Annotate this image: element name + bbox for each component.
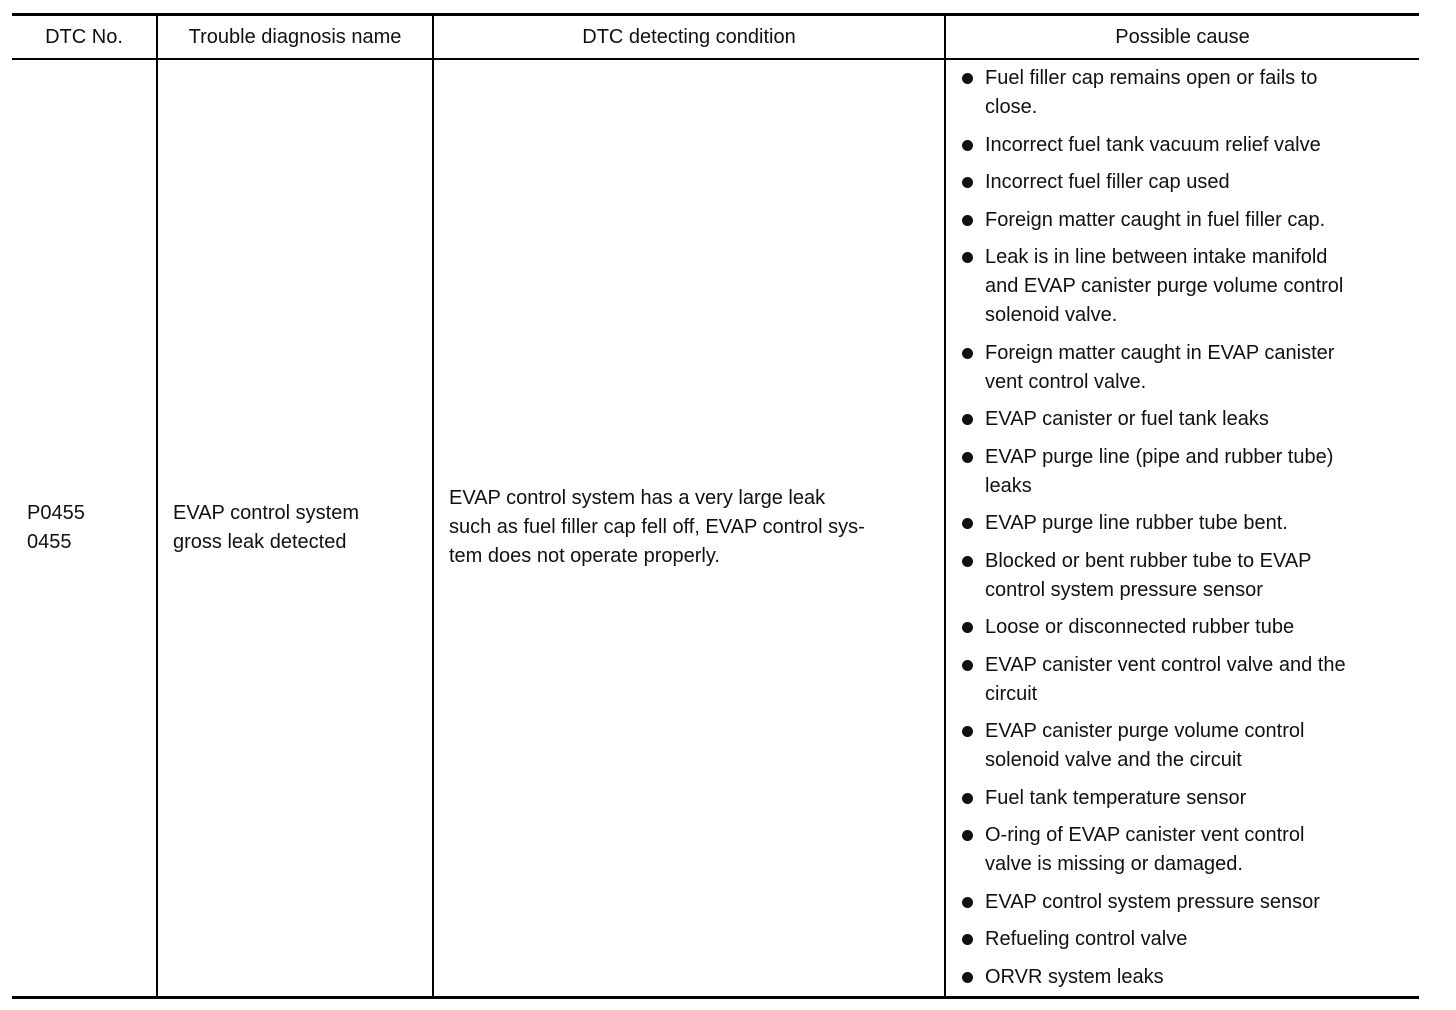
list-item <box>960 784 1413 813</box>
bullet-icon <box>962 556 973 567</box>
list-item <box>960 243 1413 330</box>
cause-text: Foreign matter caught in fuel filler cap. <box>985 208 1326 231</box>
cause-text: ORVR system leaks <box>985 965 1164 988</box>
bullet-icon <box>962 452 973 463</box>
bullet-icon <box>962 414 973 425</box>
cause-text: and EVAP canister purge volume control <box>985 275 1344 297</box>
diagnosis-name-line: EVAP control system <box>173 501 359 524</box>
cause-text: Incorrect fuel tank vacuum relief valve <box>985 133 1321 156</box>
list-item <box>960 651 1413 709</box>
header-dtc-no: DTC No. <box>12 15 157 60</box>
condition-line: EVAP control system has a very large leak <box>449 487 826 510</box>
cell-detecting-condition <box>433 59 945 997</box>
cause-text: Fuel filler cap remains open or fails to <box>985 67 1318 89</box>
cause-text: EVAP purge line rubber tube bent. <box>985 512 1288 534</box>
list-item <box>960 405 1413 434</box>
list-item <box>960 547 1413 605</box>
list-item <box>960 168 1413 197</box>
dtc-code: P0455 <box>27 501 85 524</box>
bullet-icon <box>962 622 973 633</box>
bullet-icon <box>962 660 973 671</box>
bullet-icon <box>962 793 973 804</box>
list-item <box>960 509 1413 538</box>
cause-text: Refueling control valve <box>985 928 1188 950</box>
cause-text: vent control valve. <box>985 370 1147 393</box>
bullet-icon <box>962 934 973 945</box>
bullet-icon <box>962 897 973 908</box>
table-header-row <box>12 15 1419 60</box>
cause-text: Foreign matter caught in EVAP canister <box>985 341 1335 364</box>
bullet-icon <box>962 518 973 529</box>
header-trouble-diagnosis-name: Trouble diagnosis name <box>157 15 433 60</box>
list-item <box>960 821 1413 879</box>
condition-line: such as fuel filler cap fell off, EVAP control sys- <box>449 516 865 539</box>
dtc-table <box>12 13 1419 999</box>
list-item <box>960 963 1413 992</box>
list-item <box>960 64 1413 122</box>
table-row <box>12 59 1419 997</box>
list-item <box>960 443 1413 501</box>
list-item <box>960 888 1413 917</box>
bullet-icon <box>962 726 973 737</box>
cause-text: EVAP purge line (pipe and rubber tube) <box>985 445 1334 468</box>
cause-text: valve is missing or damaged. <box>985 853 1243 875</box>
possible-cause-list <box>960 64 1413 992</box>
cell-trouble-diagnosis-name <box>157 59 433 997</box>
diagnosis-name-line: gross leak detected <box>173 530 347 553</box>
cause-text: Fuel tank temperature sensor <box>985 786 1247 809</box>
cause-text: control system pressure sensor <box>985 578 1263 601</box>
cause-text: solenoid valve. <box>985 304 1118 326</box>
list-item <box>960 717 1413 775</box>
bullet-icon <box>962 215 973 226</box>
cause-text: solenoid valve and the circuit <box>985 749 1242 771</box>
list-item <box>960 131 1413 160</box>
bullet-icon <box>962 972 973 983</box>
bullet-icon <box>962 73 973 84</box>
bullet-icon <box>962 140 973 151</box>
cause-text: EVAP canister purge volume control <box>985 720 1305 742</box>
bullet-icon <box>962 252 973 263</box>
cause-text: leaks <box>985 474 1032 497</box>
cause-text: Loose or disconnected rubber tube <box>985 616 1295 638</box>
list-item <box>960 613 1413 642</box>
cause-text: circuit <box>985 682 1038 705</box>
list-item <box>960 206 1413 235</box>
cause-text: Incorrect fuel filler cap used <box>985 171 1230 193</box>
header-possible-cause: Possible cause <box>945 15 1419 60</box>
cell-possible-cause <box>945 59 1419 997</box>
cause-text: Leak is in line between intake manifold <box>985 246 1328 268</box>
cause-text: EVAP canister vent control valve and the <box>985 653 1346 676</box>
cause-text: close. <box>985 96 1038 118</box>
cause-text: EVAP control system pressure sensor <box>985 890 1320 913</box>
bullet-icon <box>962 348 973 359</box>
list-item <box>960 925 1413 954</box>
bullet-icon <box>962 177 973 188</box>
header-dtc-detecting-condition: DTC detecting condition <box>433 15 945 60</box>
bullet-icon <box>962 830 973 841</box>
dtc-code: 0455 <box>27 530 72 553</box>
cause-text: Blocked or bent rubber tube to EVAP <box>985 549 1312 572</box>
list-item <box>960 339 1413 397</box>
cause-text: EVAP canister or fuel tank leaks <box>985 408 1269 430</box>
cell-dtc-no <box>12 59 157 997</box>
cause-text: O-ring of EVAP canister vent control <box>985 824 1305 846</box>
condition-line: tem does not operate properly. <box>449 545 720 568</box>
